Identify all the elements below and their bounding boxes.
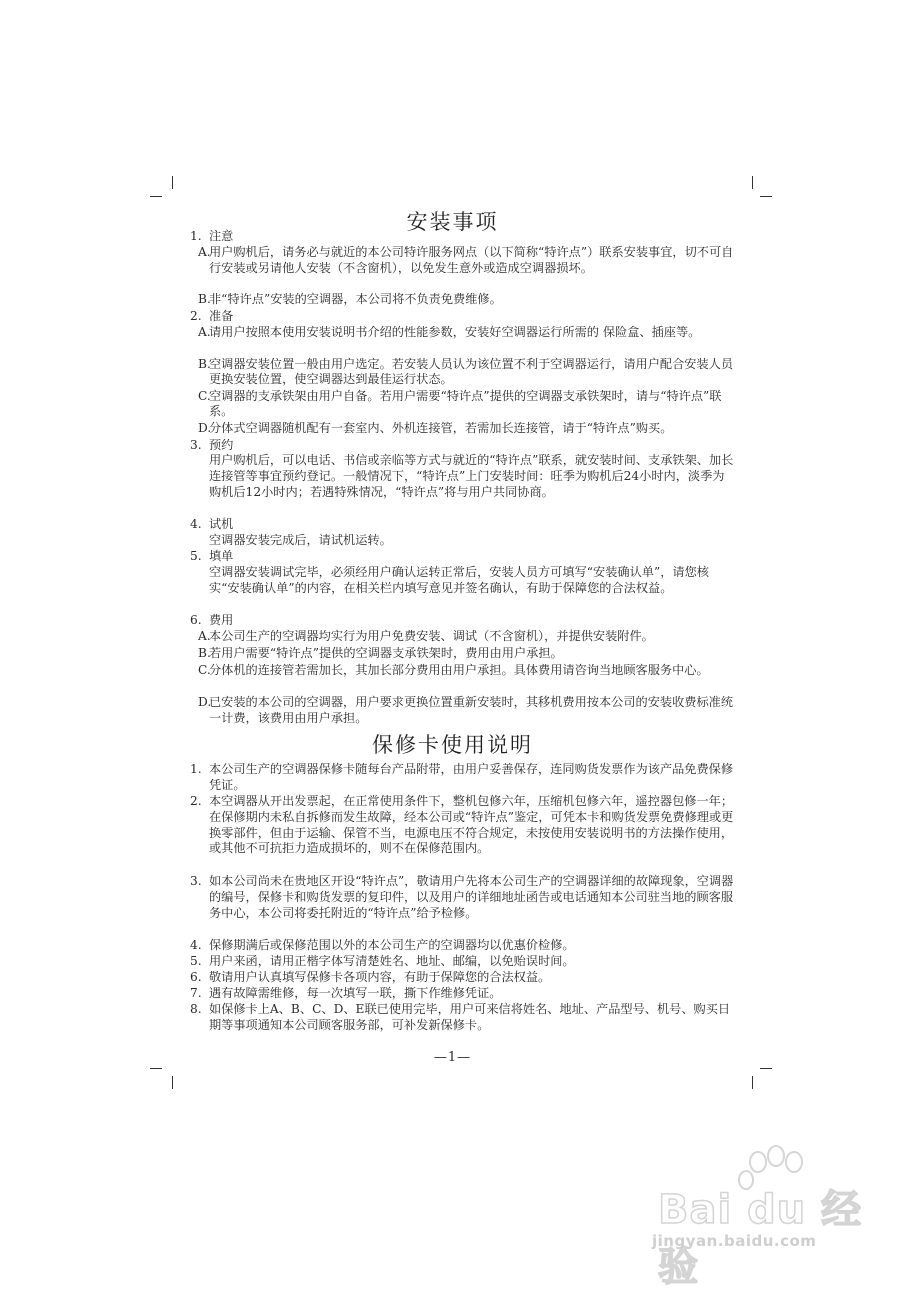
install-paragraph-5: 空调器安装调试完毕，必须经用户确认运转正常后，安装人员方可填写“安装确认单”，请您核实“安装确认单”的内容，在相关栏内填写意见并签名确认，有助于保障您的合法权益。 (209, 564, 709, 595)
heading-text: 填单 (209, 549, 234, 564)
install-item-6d (185, 695, 735, 727)
item-number: 4. (190, 938, 202, 952)
heading-text: 注意 (209, 229, 234, 243)
install-paragraph-4: 空调器安装完成后，请试机运转。 (209, 533, 392, 548)
item-number: 6. (190, 970, 202, 984)
heading-number: 4. (190, 517, 202, 532)
item-label: A. (198, 244, 211, 259)
install-heading-1 (185, 229, 735, 245)
item-number: 1. (190, 762, 202, 776)
item-text: 本公司生产的空调器保修卡随每台产品附带，由用户妥善保存，连同购货发票作为该产品免费保修凭证。 (209, 762, 734, 792)
warranty-section (185, 762, 735, 1034)
item-label: A. (198, 628, 211, 643)
warranty-title: 保修卡使用说明 (372, 733, 533, 757)
heading-text: 准备 (209, 308, 234, 323)
item-text: 分体式空调器随机配有一套室内、外机连接管，若需加长连接管，请于“特许点”购买。 (209, 420, 673, 435)
item-number: 7. (190, 986, 202, 1000)
item-number: 3. (190, 874, 202, 888)
item-text: 空调器安装位置一般由用户选定。若安装人员认为该位置不利于空调器运行，请用户配合安装人员更换安装位置，使空调器达到最佳运行状态。 (209, 356, 734, 387)
warranty-item-3 (185, 874, 735, 938)
install-heading-5 (185, 549, 735, 565)
item-text: 遇有故障需维修，每一次填写一联，撕下作维修凭证。 (209, 986, 502, 1000)
item-label: B. (198, 291, 211, 306)
item-label: C. (198, 388, 211, 403)
page-number: —1— (433, 1050, 472, 1065)
install-item-1b (185, 292, 735, 309)
item-text: 若用户需要“特许点”提供的空调器支承铁架时，费用由用户承担。 (209, 645, 563, 660)
crop-mark-top-right-h (760, 196, 772, 197)
heading-text: 预约 (209, 437, 234, 452)
heading-text: 费用 (209, 612, 234, 627)
crop-mark-bottom-right (752, 1076, 753, 1089)
baidu-watermark (640, 1140, 900, 1290)
item-text: 请用户按照本使用安装说明书介绍的性能参数，安装好空调器运行所需的 保险盒、插座等。 (209, 324, 701, 339)
item-label: D. (198, 694, 212, 709)
crop-mark-bottom-right-h (760, 1068, 772, 1069)
heading-number: 2. (190, 308, 202, 323)
install-item-2d (185, 421, 735, 438)
install-heading-6 (185, 613, 735, 629)
warranty-item-4 (185, 938, 735, 954)
install-heading-2 (185, 309, 735, 325)
crop-mark-bottom-left-h (150, 1068, 162, 1069)
install-item-2c (185, 389, 735, 421)
crop-mark-top-right (752, 176, 753, 189)
install-title: 安装事项 (406, 210, 499, 234)
watermark-brand: Bai du 经验 (658, 1187, 863, 1290)
warranty-item-2 (185, 794, 735, 874)
crop-mark-top-left-h (150, 196, 162, 197)
item-text: 分体机的连接管若需加长，其加长部分费用由用户承担。具体费用请咨询当地顾客服务中心。 (209, 662, 709, 677)
install-section (185, 229, 735, 727)
item-text: 用户购机后，请务必与就近的本公司特许服务网点（以下简称“特许点”）联系安装事宜，切不可自行安装或另请他人安装（不含窗机），以免发生意外或造成空调器损坏。 (209, 244, 734, 275)
item-text: 敬请用户认真填写保修卡各项内容，有助于保障您的合法权益。 (209, 970, 551, 984)
crop-mark-top-left (172, 176, 173, 189)
install-item-2a (185, 325, 735, 357)
item-text: 如本公司尚未在贵地区开设“特许点”，敬请用户先将本公司生产的空调器详细的故障现象，空调器的编号，保修卡和购货发票的复印件，以及用户的详细地址函告或电话通知本公司驻当地的顾客服务中心，本公司将委托附近的“特许点”给予检修。 (209, 874, 734, 920)
install-paragraph-3: 用户购机后，可以电话、书信或亲临等方式与就近的“特许点”联系，就安装时间、支承铁架、加长连接管等事宜预约登记。一般情况下，“特许点”上门安装时间：旺季为购机后24小时内，淡季为购机后12小时内；若遇特殊情况，“特许点”将与用户共同协商。 (209, 453, 734, 499)
install-item-6a (185, 629, 735, 646)
install-item-2b (185, 357, 735, 389)
heading-text: 试机 (209, 517, 234, 532)
item-text: 用户来函，请用正楷字体写清楚姓名、地址、邮编，以免贻误时间。 (209, 954, 575, 968)
item-text: 保修期满后或保修范围以外的本公司生产的空调器均以优惠价检修。 (209, 938, 575, 952)
warranty-item-7 (185, 986, 735, 1002)
crop-mark-bottom-left (172, 1076, 173, 1089)
item-label: B. (198, 645, 211, 660)
item-label: B. (198, 356, 211, 371)
item-number: 8. (190, 1002, 202, 1016)
install-item-6b (185, 646, 735, 663)
heading-number: 5. (190, 549, 202, 564)
warranty-item-1 (185, 762, 735, 794)
warranty-item-8 (185, 1002, 735, 1034)
item-text: 本公司生产的空调器均实行为用户免费安装、调试（不含窗机），并提供安装附件。 (209, 628, 654, 643)
item-label: D. (198, 420, 212, 435)
item-text: 已安装的本公司的空调器，用户要求更换位置重新安装时，其移机费用按本公司的安装收费标准统一计费，该费用由用户承担。 (209, 694, 734, 725)
heading-number: 1. (190, 229, 202, 243)
warranty-item-6 (185, 970, 735, 986)
item-text: 空调器的支承铁架由用户自备。若用户需要“特许点”提供的空调器支承铁架时，请与“特许点”联系。 (209, 388, 722, 419)
item-number: 5. (190, 954, 202, 968)
heading-number: 6. (190, 612, 202, 627)
install-heading-3 (185, 438, 735, 454)
item-label: C. (198, 662, 211, 677)
install-item-1a (185, 245, 735, 292)
item-number: 2. (190, 794, 202, 808)
item-label: A. (198, 324, 211, 339)
item-text: 如保修卡上A、B、C、D、E联已使用完毕，用户可来信将姓名、地址、产品型号、机号、购买日期等事项通知本公司顾客服务部，可补发新保修卡。 (209, 1002, 731, 1032)
install-heading-4 (185, 517, 735, 533)
item-text: 非“特许点”安装的空调器，本公司将不负责免费维修。 (209, 291, 502, 306)
install-item-6c (185, 663, 735, 695)
heading-number: 3. (190, 437, 202, 452)
watermark-url: jingyan.baidu.com (652, 1232, 817, 1250)
warranty-item-5 (185, 954, 735, 970)
item-text: 本空调器从开出发票起，在正常使用条件下，整机包修六年，压缩机包修六年，遥控器包修一年；在保修期内未私自拆修而发生故障，经本公司或“特许点”鉴定，可凭本卡和购货发票免费修理或更换零部件，但由于运输、保管不当，电源电压不符合规定，未按使用安装说明书的方法操作使用，或其他不可抗拒力造成损坏的，则不在保修范围内。 (209, 794, 734, 856)
